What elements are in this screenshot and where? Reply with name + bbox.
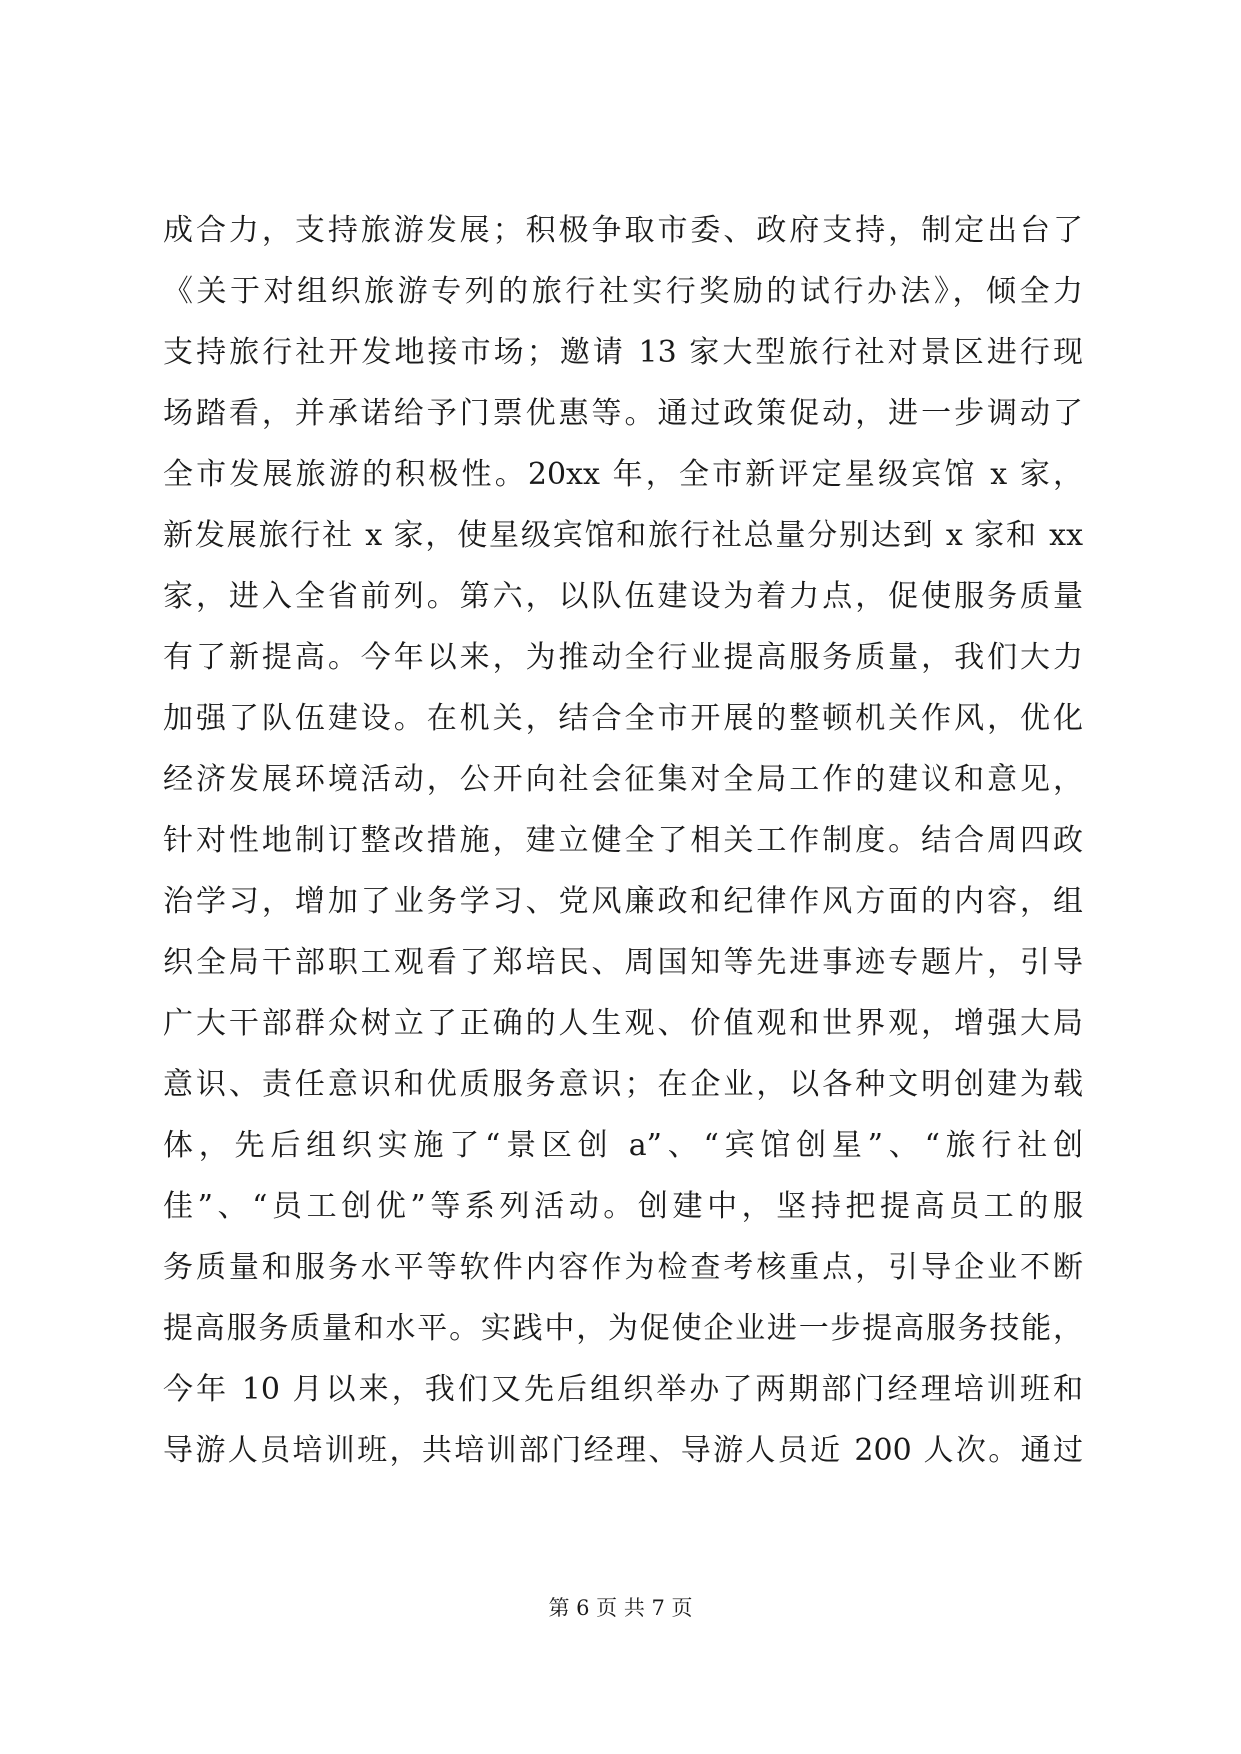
text-line: 经济发展环境活动，公开向社会征集对全局工作的建议和意见， <box>163 762 1083 797</box>
text-line: 成合力，支持旅游发展；积极争取市委、政府支持，制定出台了 <box>163 213 1083 248</box>
text-line: 今年 10 月以来，我们又先后组织举办了两期部门经理培训班和 <box>163 1372 1083 1407</box>
text-line: 《关于对组织旅游专列的旅行社实行奖励的试行办法》，倾全力 <box>163 274 1083 309</box>
body-text <box>163 200 1083 1481</box>
text-line: 广大干部群众树立了正确的人生观、价值观和世界观，增强大局 <box>163 1006 1083 1041</box>
page-footer: 第 6 页 共 7 页 <box>548 1596 693 1620</box>
text-line: 有了新提高。今年以来，为推动全行业提高服务质量，我们大力 <box>163 640 1083 675</box>
text-line: 全市发展旅游的积极性。20xx 年，全市新评定星级宾馆 x 家， <box>163 457 1083 492</box>
text-line: 提高服务质量和水平。实践中，为促使企业进一步提高服务技能， <box>163 1311 1083 1346</box>
text-line: 场踏看，并承诺给予门票优惠等。通过政策促动，进一步调动了 <box>163 396 1083 431</box>
text-line: 加强了队伍建设。在机关，结合全市开展的整顿机关作风，优化 <box>163 701 1083 736</box>
text-line: 新发展旅行社 x 家，使星级宾馆和旅行社总量分别达到 x 家和 xx <box>163 518 1083 553</box>
text-line: 导游人员培训班，共培训部门经理、导游人员近 200 人次。通过 <box>163 1433 1083 1468</box>
text-line: 意识、责任意识和优质服务意识；在企业，以各种文明创建为载 <box>163 1067 1083 1102</box>
text-line: 织全局干部职工观看了郑培民、周国知等先进事迹专题片，引导 <box>163 945 1083 980</box>
text-line: 支持旅行社开发地接市场；邀请 13 家大型旅行社对景区进行现 <box>163 335 1083 370</box>
text-line: 务质量和服务水平等软件内容作为检查考核重点，引导企业不断 <box>163 1250 1083 1285</box>
text-line: 针对性地制订整改措施，建立健全了相关工作制度。结合周四政 <box>163 823 1083 858</box>
text-line: 佳”、“员工创优”等系列活动。创建中，坚持把提高员工的服 <box>163 1189 1083 1224</box>
text-line: 家，进入全省前列。第六，以队伍建设为着力点，促使服务质量 <box>163 579 1083 614</box>
text-line: 体，先后组织实施了“景区创 a”、“宾馆创星”、“旅行社创 <box>163 1128 1083 1163</box>
text-line: 治学习，增加了业务学习、党风廉政和纪律作风方面的内容，组 <box>163 884 1083 919</box>
